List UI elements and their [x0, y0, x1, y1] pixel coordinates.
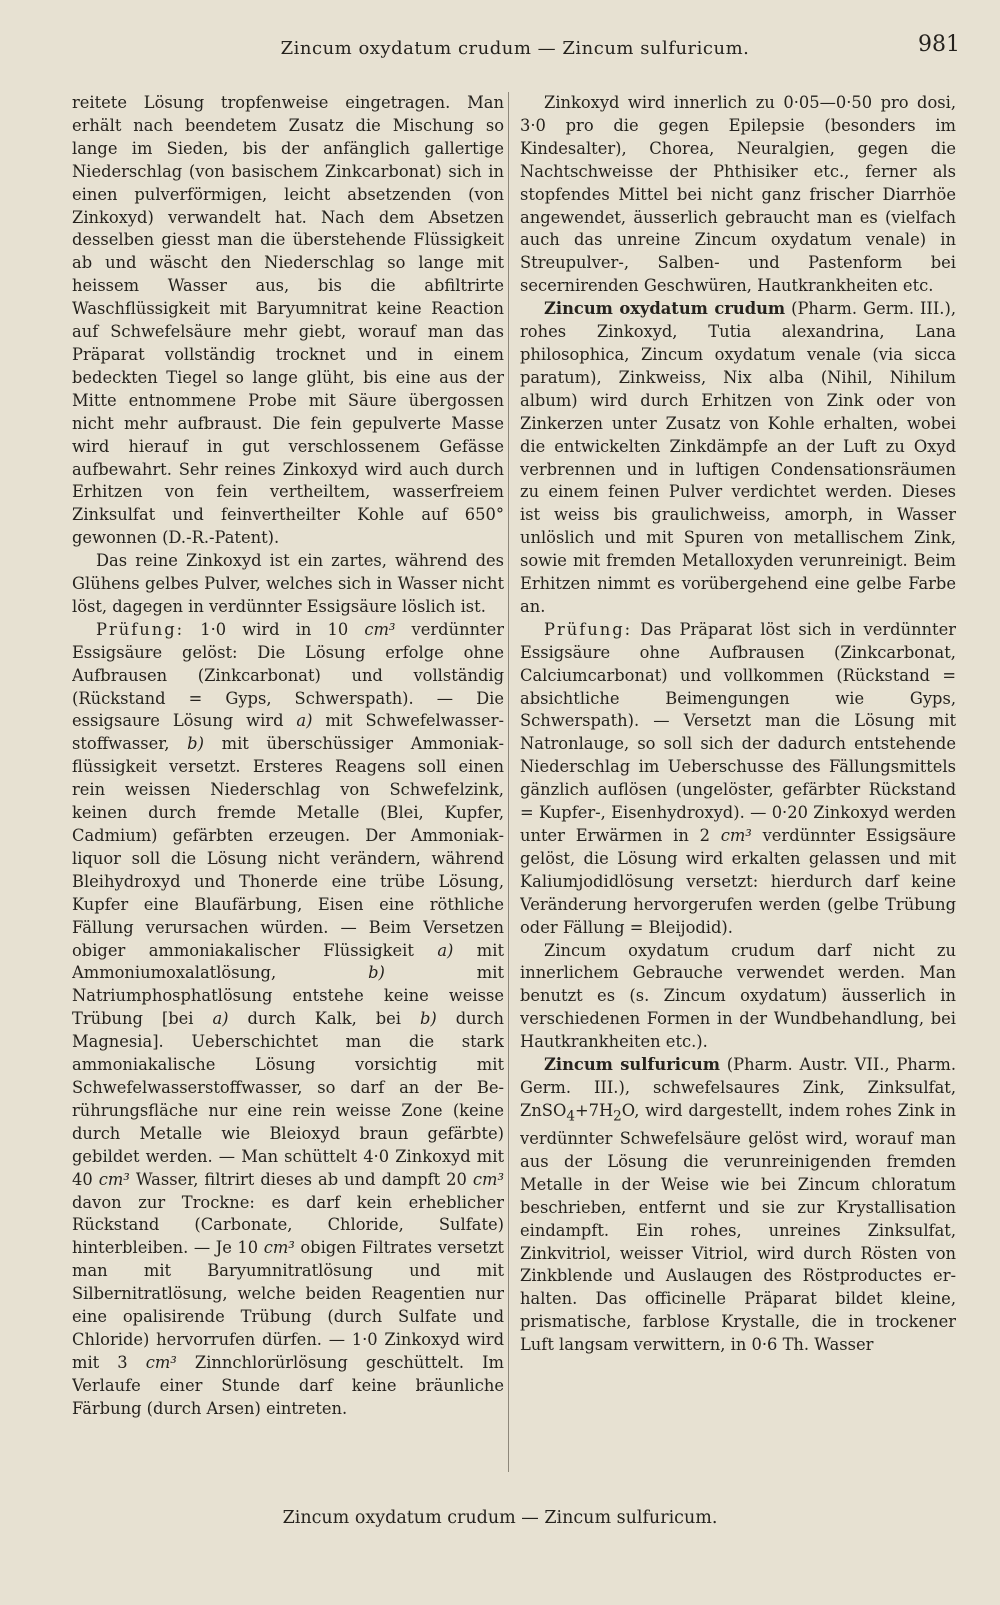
entry-heading: Zincum sulfuricum: [544, 1055, 720, 1075]
text-run: mit Natriumphosphatlösung entstehe keine weisse Trübung [bei: [72, 963, 504, 1029]
paragraph-zincum-oxydatum-crudum: [520, 298, 956, 619]
pruefung-label: Prüfung:: [544, 619, 633, 639]
text-run: O, wird dargestellt, indem rohes Zink in verdünnter Schwefelsäure gelöst wird, worauf man aus der Lösung die verunreinigenden fremden Metalle in der Weise wie bei Zincum chloratum beschrieben, entfernt und sie zur Krystallisation eindampft. Ein rohes, unreines Zinksulfat, Zinkvitriol, weisser Vitriol, wird durch Rösten von Zinkblende und Auslaugen des Röstproductes erhalten. Das officinelle Präparat bildet kleine, prismatische, farblose Krystalle, die in trockener Luft langsam verwittern, in 0·6 Th. Wasser: [520, 1100, 956, 1355]
paragraph-pruefung: [72, 619, 504, 1421]
text-run: (Pharm. Germ. III.), rohes Zinkoxyd, Tutia alexandrina, Lana philosophica, Zincum oxydatum venale (via sicca paratum), Zinkweiss, Nix alba (Nihil, Nihilum album) wird durch Erhitzen von Zink oder von Zinkerzen unter Zusatz von Kohle erhalten, wobei die entwickelten Zinkdämpfe an der Luft zu Oxyd verbrennen und in luftigen Condensationsräumen zu einem feinen Pulver verdichtet werden. Dieses ist weiss bis graulichweiss, amorph, in Wasser unlöslich und mit Spuren von metallischem Zink, sowie mit fremden Metalloxyden verunreinigt. Beim Erhitzen nimmt es vorübergehend eine gelbe Farbe an.: [520, 299, 956, 616]
running-head: Zincum oxydatum crudum — Zincum sulfuricum.: [280, 38, 750, 59]
page-footer: Zincum oxydatum crudum — Zincum sulfuricum.: [282, 1508, 718, 1528]
unit: cm³: [472, 1169, 504, 1189]
right-column: [520, 92, 956, 1482]
text-run: Das Präparat löst sich in verdünnter Essigsäure ohne Aufbrausen (Zinkcarbonat, Calciumcarbonat) und vollkommen (Rückstand = absichtliche Beimengungen wie Gyps, Schwerspath). — Versetzt man die Lösung mit Natronlauge, so soll sich der dadurch entstehende Niederschlag im Ueberschusse des Fällungsmittels gänzlich auflösen (ungelöster, gefärbter Rückstand = Kupfer-, Eisenhydroxyd). — 0·20 Zinkoxyd werden unter Erwärmen in 2: [520, 619, 956, 845]
left-column: [72, 92, 504, 1482]
page-header: [70, 32, 960, 62]
text-run: durch Magnesia]. Ueberschichtet man die stark ammoniakalische Lösung vorsichtig mit Schwefelwasserstoffwasser, so darf an der Berührungsfläche nur eine rein weisse Zone (keine durch Metalle wie Bleioxyd braun gefärbte) gebildet werden. — Man schüttelt 4·0 Zinkoxyd mit 40: [72, 1009, 504, 1189]
text-run: +7H: [574, 1100, 614, 1120]
paragraph: Das reine Zinkoxyd ist ein zartes, während des Glühens gelbes Pulver, welches sich in Wasser nicht löst, dagegen in verdünnter Essigsäure löslich ist.: [72, 551, 504, 616]
pruefung-label: Prüfung:: [96, 619, 185, 639]
item-marker: a): [437, 940, 454, 960]
text-run: obigen Filtrates versetzt man mit Baryumnitratlösung und mit Silbernitratlösung, welche beiden Reagentien nur eine opalisirende Trübung (durch Sulfate und Chloride) hervorrufen dürfen. — 1·0 Zinkoxyd wird mit 3: [72, 1238, 504, 1372]
subscript: 2: [613, 1108, 622, 1125]
paragraph-pruefung: [520, 619, 956, 940]
text-run: mit Schwefelwasserstoffwasser,: [72, 711, 504, 754]
unit: cm³: [263, 1238, 295, 1258]
column-divider: [508, 92, 509, 1472]
text-run: verdünnter Essigsäure gelöst, die Lösung wird erkalten gelassen und mit Kaliumjodidlösung versetzt: hierdurch darf keine Veränderung hervorgerufen werden (gelbe Trübung oder Fällung = Bleijodid).: [520, 826, 956, 937]
item-marker: b): [419, 1009, 437, 1029]
paragraph: reitete Lösung tropfenweise eingetragen. Man erhält nach beendetem Zusatz die Mischung so lange im Sieden, bis der anfänglich gallertige Niederschlag (von basischem Zinkcarbonat) sich in einen pulverförmigen, leicht absetzenden (von Zinkoxyd) verwandelt hat. Nach dem Absetzen desselben giesst man die überstehende Flüssigkeit ab und wäscht den Niederschlag so lange mit heissem Wasser aus, bis die abfiltrirte Waschflüssigkeit mit Baryumnitrat keine Reaction auf Schwefelsäure mehr giebt, worauf man das Präparat vollständig trocknet und in einem bedeckten Tiegel so lange glüht, bis eine aus der Mitte entnommene Probe mit Säure übergossen nicht mehr aufbraust. Die fein gepulverte Masse wird hierauf in gut verschlossenem Gefässe aufbewahrt. Sehr reines Zinkoxyd wird auch durch Erhitzen von fein vertheiltem, wasserfreiem Zinksulfat und feinvertheilter Kohle auf 650° gewonnen (D.-R.-Patent).: [72, 93, 504, 548]
text-run: 1·0 wird in 10: [184, 619, 365, 639]
text-run: mit Ammoniumoxalatlösung,: [72, 940, 504, 983]
unit: cm³: [364, 619, 396, 639]
unit: cm³: [720, 826, 752, 845]
item-marker: b): [368, 963, 385, 983]
paragraph: Zincum oxydatum crudum darf nicht zu innerlichem Gebrauche verwendet werden. Man benutzt es (s. Zincum oxydatum) äusserlich in verschiedenen Formen in der Wundbehandlung, bei Hautkrankheiten etc.).: [520, 940, 956, 1052]
item-marker: b): [187, 734, 204, 754]
item-marker: a): [212, 1009, 229, 1029]
entry-heading: Zincum oxydatum crudum: [544, 299, 786, 319]
text-run: mit überschüssiger Ammoniakflüssigkeit versetzt. Ersteres Reagens soll einen rein weissen Niederschlag von Schwefelzink, keinen durch fremde Metalle (Blei, Kupfer, Cadmium) gefärbten erzeugen. Der Ammoniakliquor soll die Lösung nicht verändern, während Bleihydroxyd und Thonerde eine trübe Lösung, Kupfer eine Blaufärbung, Eisen eine röthliche Fällung verursachen würden. — Beim Versetzen obiger ammoniakalischer Flüssigkeit: [72, 734, 504, 960]
paragraph: Zinkoxyd wird innerlich zu 0·05—0·50 pro dosi, 3·0 pro die gegen Epilepsie (besonders im Kindesalter), Chorea, Neuralgien, gegen die Nachtschweisse der Phthisiker etc., ferner als stopfendes Mittel bei nicht ganz frischer Diarrhöe angewendet, äusserlich gebraucht man es (vielfach auch das unreine Zincum oxydatum venale) in Streupulver-, Salben- und Pastenform bei secernirenden Geschwüren, Hautkrankheiten etc.: [520, 93, 956, 296]
paragraph-zincum-sulfuricum: [520, 1054, 956, 1357]
unit: cm³: [145, 1352, 177, 1372]
text-run: durch Kalk, bei: [228, 1009, 420, 1029]
text-run: Wasser, filtrirt dieses ab und dampft 20: [129, 1169, 473, 1189]
text-run: verdünnter Essigsäure gelöst: Die Lösung erfolge ohne Aufbrausen (Zinkcarbonat) und vollständig (Rückstand = Gyps, Schwerspath). — Die essigsaure Lösung wird: [72, 619, 504, 731]
item-marker: a): [296, 711, 313, 731]
page-number: 981: [918, 32, 960, 57]
text-run: Zinnchlorürlösung geschüttelt. Im Verlaufe einer Stunde darf keine bräunliche Färbung (durch Arsen) eintreten.: [72, 1352, 504, 1418]
text-run: davon zur Trockne: es darf kein erheblicher Rückstand (Carbonate, Chloride, Sulfate) hinterbleiben. — Je 10: [72, 1192, 504, 1258]
unit: cm³: [98, 1169, 130, 1189]
text-run: (Pharm. Austr. VII., Pharm. Germ. III.), schwefelsaures Zink, Zinksulfat, ZnSO: [520, 1055, 956, 1120]
subscript: 4: [566, 1108, 575, 1125]
